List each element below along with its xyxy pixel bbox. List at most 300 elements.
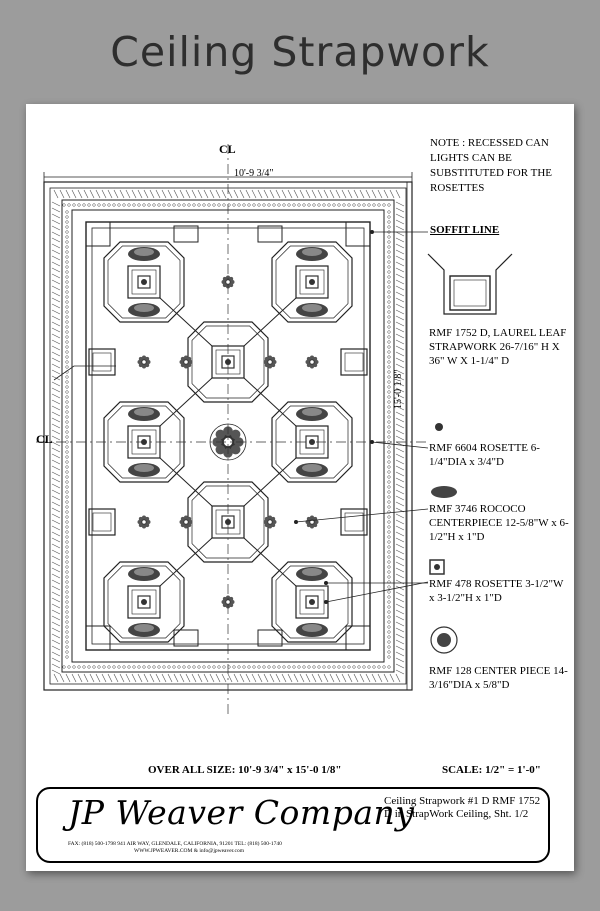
laurel-leaf bbox=[388, 376, 391, 379]
border-ornament bbox=[264, 674, 268, 682]
laurel-leaf bbox=[108, 666, 111, 669]
rococo-centerpiece-detail bbox=[302, 408, 322, 416]
rococo-centerpiece-detail bbox=[134, 304, 154, 312]
border-ornament bbox=[52, 598, 60, 602]
laurel-leaf bbox=[188, 666, 191, 669]
border-ornament bbox=[396, 556, 404, 560]
border-ornament bbox=[396, 286, 404, 290]
laurel-leaf bbox=[88, 666, 91, 669]
border-ornament bbox=[390, 674, 394, 682]
border-ornament bbox=[144, 674, 148, 682]
border-ornament bbox=[52, 484, 60, 488]
border-ornament bbox=[52, 394, 60, 398]
laurel-leaf bbox=[66, 231, 69, 234]
border-ornament bbox=[396, 220, 404, 224]
rosette-478-center bbox=[309, 279, 315, 285]
laurel-leaf bbox=[388, 621, 391, 624]
laurel-leaf bbox=[318, 204, 321, 207]
laurel-leaf bbox=[338, 666, 341, 669]
laurel-leaf bbox=[268, 204, 271, 207]
laurel-leaf bbox=[66, 631, 69, 634]
laurel-leaf bbox=[66, 261, 69, 264]
laurel-leaf bbox=[66, 356, 69, 359]
border-ornament bbox=[174, 190, 178, 198]
corner-square bbox=[86, 626, 110, 650]
border-ornament bbox=[396, 562, 404, 566]
laurel-leaf bbox=[213, 666, 216, 669]
laurel-leaf bbox=[183, 204, 186, 207]
border-ornament bbox=[396, 466, 404, 470]
border-ornament bbox=[52, 232, 60, 236]
laurel-leaf bbox=[66, 411, 69, 414]
laurel-leaf bbox=[66, 271, 69, 274]
drawing-sheet bbox=[26, 104, 574, 871]
strapwork-detail-icon bbox=[428, 254, 512, 314]
border-ornament bbox=[396, 322, 404, 326]
border-ornament bbox=[132, 190, 136, 198]
laurel-leaf bbox=[388, 421, 391, 424]
laurel-leaf bbox=[66, 441, 69, 444]
border-ornament bbox=[52, 496, 60, 500]
laurel-leaf bbox=[66, 536, 69, 539]
laurel-leaf bbox=[158, 204, 161, 207]
rosette-6604-center bbox=[226, 280, 230, 284]
border-ornament bbox=[258, 674, 262, 682]
laurel-leaf bbox=[298, 666, 301, 669]
border-ornament bbox=[390, 190, 394, 198]
dimension-width: 10'-9 3/4" bbox=[234, 168, 274, 179]
border-ornament bbox=[396, 484, 404, 488]
rosette-6604-center bbox=[226, 600, 230, 604]
soffit-line-label: SOFFIT LINE bbox=[430, 224, 500, 236]
laurel-leaf bbox=[66, 521, 69, 524]
laurel-leaf bbox=[66, 266, 69, 269]
rococo-centerpiece-detail bbox=[302, 568, 322, 576]
laurel-leaf bbox=[66, 511, 69, 514]
laurel-leaf bbox=[66, 656, 69, 659]
laurel-leaf bbox=[66, 636, 69, 639]
centerline-label-left: CL bbox=[36, 432, 53, 446]
laurel-leaf bbox=[66, 221, 69, 224]
laurel-leaf bbox=[388, 211, 391, 214]
border-ornament bbox=[96, 674, 100, 682]
contact-web: WWW.JPWEAVER.COM & info@jpweaver.com bbox=[134, 848, 245, 854]
border-ornament bbox=[52, 250, 60, 254]
laurel-leaf bbox=[66, 306, 69, 309]
laurel-leaf bbox=[66, 341, 69, 344]
laurel-leaf bbox=[388, 541, 391, 544]
border-ornament bbox=[324, 674, 328, 682]
border-ornament bbox=[52, 274, 60, 278]
border-ornament bbox=[52, 418, 60, 422]
border-ornament bbox=[90, 190, 94, 198]
border-ornament bbox=[126, 190, 130, 198]
border-ornament bbox=[52, 238, 60, 242]
border-ornament bbox=[396, 352, 404, 356]
border-ornament bbox=[186, 674, 190, 682]
laurel-leaf bbox=[66, 251, 69, 254]
border-ornament bbox=[84, 674, 88, 682]
border-ornament bbox=[396, 328, 404, 332]
laurel-leaf bbox=[303, 204, 306, 207]
laurel-leaf bbox=[253, 666, 256, 669]
laurel-leaf bbox=[388, 566, 391, 569]
border-ornament bbox=[52, 382, 60, 386]
laurel-leaf bbox=[66, 471, 69, 474]
border-ornament bbox=[52, 328, 60, 332]
border-ornament bbox=[52, 454, 60, 458]
laurel-leaf bbox=[193, 666, 196, 669]
border-ornament bbox=[84, 190, 88, 198]
laurel-leaf bbox=[178, 204, 181, 207]
laurel-leaf bbox=[288, 666, 291, 669]
laurel-leaf bbox=[363, 666, 366, 669]
border-ornament bbox=[102, 674, 106, 682]
title-block bbox=[36, 787, 550, 863]
laurel-leaf bbox=[68, 666, 71, 669]
rosette-6604-center bbox=[268, 520, 272, 524]
laurel-leaf bbox=[278, 204, 281, 207]
border-ornament bbox=[52, 670, 60, 674]
border-ornament bbox=[72, 190, 76, 198]
border-ornament bbox=[348, 190, 352, 198]
laurel-leaf bbox=[66, 496, 69, 499]
border-ornament bbox=[52, 640, 60, 644]
border-ornament bbox=[396, 628, 404, 632]
laurel-leaf bbox=[388, 411, 391, 414]
border-ornament bbox=[52, 580, 60, 584]
medallion-frame-inner bbox=[345, 353, 363, 371]
laurel-leaf bbox=[378, 204, 381, 207]
border-ornament bbox=[396, 238, 404, 242]
border-ornament bbox=[396, 244, 404, 248]
border-ornament bbox=[162, 190, 166, 198]
laurel-leaf bbox=[163, 204, 166, 207]
laurel-leaf bbox=[388, 406, 391, 409]
border-ornament bbox=[384, 674, 388, 682]
laurel-leaf bbox=[388, 321, 391, 324]
laurel-leaf bbox=[238, 204, 241, 207]
laurel-leaf bbox=[293, 666, 296, 669]
laurel-leaf bbox=[388, 236, 391, 239]
border-ornament bbox=[396, 502, 404, 506]
laurel-leaf bbox=[66, 241, 69, 244]
laurel-leaf bbox=[388, 451, 391, 454]
leader-line bbox=[296, 509, 428, 522]
laurel-leaf bbox=[66, 291, 69, 294]
border-ornament bbox=[52, 424, 60, 428]
laurel-leaf bbox=[388, 646, 391, 649]
laurel-leaf bbox=[168, 204, 171, 207]
laurel-leaf bbox=[113, 666, 116, 669]
rosette-478-icon-center bbox=[434, 564, 440, 570]
border-ornament bbox=[120, 190, 124, 198]
laurel-leaf bbox=[66, 621, 69, 624]
laurel-leaf bbox=[388, 371, 391, 374]
laurel-leaf bbox=[66, 576, 69, 579]
rococo-centerpiece-detail bbox=[302, 304, 322, 312]
laurel-leaf bbox=[148, 666, 151, 669]
border-ornament bbox=[52, 226, 60, 230]
callout-center-piece: RMF 128 CENTER PIECE 14-3/16"DIA x 5/8"D bbox=[429, 665, 568, 691]
laurel-leaf bbox=[388, 216, 391, 219]
laurel-leaf bbox=[173, 666, 176, 669]
contact-line: FAX: (818) 500-1798 941 AIR WAY, GLENDALE, CALIFORNIA, 91201 TEL: (818) 500-1740 bbox=[68, 841, 282, 847]
laurel-leaf bbox=[66, 406, 69, 409]
laurel-leaf bbox=[93, 666, 96, 669]
laurel-leaf bbox=[188, 204, 191, 207]
border-ornament bbox=[52, 478, 60, 482]
border-ornament bbox=[222, 190, 226, 198]
callout-rococo-centerpiece: RMF 3746 ROCOCO CENTERPIECE 12-5/8"W x 6-1/2"H x 1"D bbox=[429, 503, 569, 543]
laurel-leaf bbox=[66, 326, 69, 329]
border-ornament bbox=[156, 674, 160, 682]
laurel-leaf bbox=[388, 246, 391, 249]
border-ornament bbox=[396, 280, 404, 284]
laurel-leaf bbox=[388, 476, 391, 479]
laurel-leaf bbox=[388, 606, 391, 609]
rococo-centerpiece-detail bbox=[134, 624, 154, 632]
laurel-leaf bbox=[66, 426, 69, 429]
border-ornament bbox=[396, 364, 404, 368]
border-ornament bbox=[132, 674, 136, 682]
laurel-leaf bbox=[198, 666, 201, 669]
laurel-leaf bbox=[388, 261, 391, 264]
laurel-leaf bbox=[318, 666, 321, 669]
laurel-leaf bbox=[388, 471, 391, 474]
laurel-leaf bbox=[66, 236, 69, 239]
border-ornament bbox=[378, 674, 382, 682]
laurel-leaf bbox=[388, 256, 391, 259]
laurel-leaf bbox=[388, 441, 391, 444]
border-ornament bbox=[270, 190, 274, 198]
border-ornament bbox=[396, 256, 404, 260]
laurel-leaf bbox=[388, 426, 391, 429]
laurel-leaf bbox=[78, 204, 81, 207]
laurel-leaf bbox=[66, 431, 69, 434]
laurel-leaf bbox=[66, 381, 69, 384]
laurel-leaf bbox=[128, 666, 131, 669]
border-ornament bbox=[396, 334, 404, 338]
rosette-478-center bbox=[141, 279, 147, 285]
laurel-leaf bbox=[308, 204, 311, 207]
border-ornament bbox=[396, 640, 404, 644]
border-ornament bbox=[52, 532, 60, 536]
border-ornament bbox=[396, 592, 404, 596]
border-ornament bbox=[396, 490, 404, 494]
border-ornament bbox=[396, 674, 400, 682]
laurel-leaf bbox=[388, 366, 391, 369]
laurel-leaf bbox=[388, 591, 391, 594]
border-ornament bbox=[52, 586, 60, 590]
laurel-leaf bbox=[183, 666, 186, 669]
border-ornament bbox=[396, 664, 404, 668]
border-ornament bbox=[52, 502, 60, 506]
laurel-leaf bbox=[66, 336, 69, 339]
laurel-leaf bbox=[388, 481, 391, 484]
laurel-leaf bbox=[83, 666, 86, 669]
leader-line-left bbox=[54, 366, 116, 380]
laurel-leaf bbox=[388, 336, 391, 339]
border-ornament bbox=[180, 190, 184, 198]
border-ornament bbox=[144, 190, 148, 198]
laurel-leaf bbox=[243, 204, 246, 207]
border-ornament bbox=[52, 616, 60, 620]
border-ornament bbox=[78, 190, 82, 198]
laurel-leaf bbox=[123, 204, 126, 207]
laurel-leaf bbox=[133, 204, 136, 207]
laurel-leaf bbox=[66, 361, 69, 364]
laurel-leaf bbox=[388, 346, 391, 349]
laurel-leaf bbox=[73, 666, 76, 669]
border-ornament bbox=[52, 646, 60, 650]
laurel-leaf bbox=[66, 556, 69, 559]
laurel-leaf bbox=[203, 204, 206, 207]
center-piece-icon-core bbox=[437, 633, 451, 647]
border-ornament bbox=[384, 190, 388, 198]
border-ornament bbox=[52, 304, 60, 308]
laurel-leaf bbox=[218, 204, 221, 207]
border-ornament bbox=[52, 622, 60, 626]
border-ornament bbox=[52, 526, 60, 530]
border-ornament bbox=[52, 490, 60, 494]
border-ornament bbox=[96, 190, 100, 198]
border-ornament bbox=[396, 310, 404, 314]
border-ornament bbox=[396, 652, 404, 656]
laurel-leaf bbox=[388, 251, 391, 254]
laurel-leaf bbox=[388, 241, 391, 244]
border-ornament bbox=[60, 190, 64, 198]
laurel-leaf bbox=[333, 666, 336, 669]
border-ornament bbox=[78, 674, 82, 682]
laurel-leaf bbox=[66, 586, 69, 589]
laurel-leaf bbox=[353, 666, 356, 669]
border-ornament bbox=[114, 674, 118, 682]
laurel-leaf bbox=[323, 204, 326, 207]
laurel-leaf bbox=[313, 204, 316, 207]
border-ornament bbox=[72, 674, 76, 682]
border-ornament bbox=[54, 190, 58, 198]
rosette-6604-center bbox=[184, 520, 188, 524]
laurel-leaf bbox=[66, 551, 69, 554]
border-ornament bbox=[52, 442, 60, 446]
laurel-leaf bbox=[388, 616, 391, 619]
laurel-leaf bbox=[138, 666, 141, 669]
border-ornament bbox=[204, 190, 208, 198]
laurel-leaf bbox=[388, 466, 391, 469]
laurel-leaf bbox=[308, 666, 311, 669]
laurel-leaf bbox=[123, 666, 126, 669]
border-ornament bbox=[396, 538, 404, 542]
border-ornament bbox=[52, 562, 60, 566]
border-ornament bbox=[396, 262, 404, 266]
rosette-6604-center bbox=[184, 360, 188, 364]
border-ornament bbox=[52, 544, 60, 548]
border-ornament bbox=[396, 580, 404, 584]
border-ornament bbox=[396, 532, 404, 536]
laurel-leaf bbox=[138, 204, 141, 207]
laurel-leaf bbox=[388, 446, 391, 449]
border-ornament bbox=[342, 190, 346, 198]
laurel-leaf bbox=[66, 596, 69, 599]
laurel-leaf bbox=[333, 204, 336, 207]
laurel-leaf bbox=[388, 281, 391, 284]
rosette-6604-center bbox=[142, 360, 146, 364]
border-ornament bbox=[354, 190, 358, 198]
rococo-centerpiece-detail bbox=[302, 248, 322, 256]
laurel-leaf bbox=[66, 456, 69, 459]
laurel-leaf bbox=[388, 386, 391, 389]
laurel-leaf bbox=[278, 666, 281, 669]
laurel-leaf bbox=[388, 416, 391, 419]
border-ornament bbox=[52, 400, 60, 404]
laurel-leaf bbox=[66, 331, 69, 334]
laurel-leaf bbox=[98, 666, 101, 669]
laurel-leaf bbox=[343, 204, 346, 207]
border-ornament bbox=[192, 190, 196, 198]
laurel-leaf bbox=[203, 666, 206, 669]
rosette-6604-petal bbox=[229, 277, 233, 281]
border-ornament bbox=[294, 674, 298, 682]
laurel-leaf bbox=[66, 416, 69, 419]
border-ornament bbox=[52, 448, 60, 452]
laurel-leaf bbox=[66, 476, 69, 479]
laurel-leaf bbox=[66, 281, 69, 284]
laurel-leaf bbox=[66, 651, 69, 654]
laurel-leaf bbox=[303, 666, 306, 669]
laurel-leaf bbox=[173, 204, 176, 207]
border-ornament bbox=[396, 454, 404, 458]
laurel-leaf bbox=[368, 666, 371, 669]
border-ornament bbox=[246, 190, 250, 198]
leader-arrow bbox=[370, 440, 374, 444]
laurel-leaf bbox=[298, 204, 301, 207]
laurel-leaf bbox=[293, 204, 296, 207]
medallion-frame-inner bbox=[93, 513, 111, 531]
laurel-leaf bbox=[218, 666, 221, 669]
medallion-frame-inner bbox=[93, 353, 111, 371]
border-ornament bbox=[312, 674, 316, 682]
laurel-leaf bbox=[353, 204, 356, 207]
border-ornament bbox=[300, 190, 304, 198]
rosette-478-center bbox=[141, 599, 147, 605]
laurel-leaf bbox=[273, 666, 276, 669]
border-ornament bbox=[168, 674, 172, 682]
border-ornament bbox=[52, 370, 60, 374]
laurel-leaf bbox=[248, 204, 251, 207]
leader-arrow bbox=[324, 600, 328, 604]
laurel-leaf bbox=[88, 204, 91, 207]
laurel-leaf bbox=[66, 516, 69, 519]
border-ornament bbox=[108, 674, 112, 682]
border-ornament bbox=[306, 190, 310, 198]
rosette-6604-center bbox=[142, 520, 146, 524]
laurel-leaf bbox=[233, 666, 236, 669]
border-ornament bbox=[336, 190, 340, 198]
laurel-leaf bbox=[388, 221, 391, 224]
rosette-6604-petal bbox=[229, 597, 233, 601]
laurel-leaf bbox=[78, 666, 81, 669]
laurel-leaf bbox=[388, 596, 391, 599]
rosette-6604-petal bbox=[187, 517, 191, 521]
laurel-leaf bbox=[383, 666, 386, 669]
border-ornament bbox=[52, 508, 60, 512]
laurel-leaf bbox=[388, 641, 391, 644]
leader-arrow bbox=[294, 520, 298, 524]
border-ornament bbox=[396, 232, 404, 236]
border-ornament bbox=[396, 550, 404, 554]
border-ornament bbox=[222, 674, 226, 682]
